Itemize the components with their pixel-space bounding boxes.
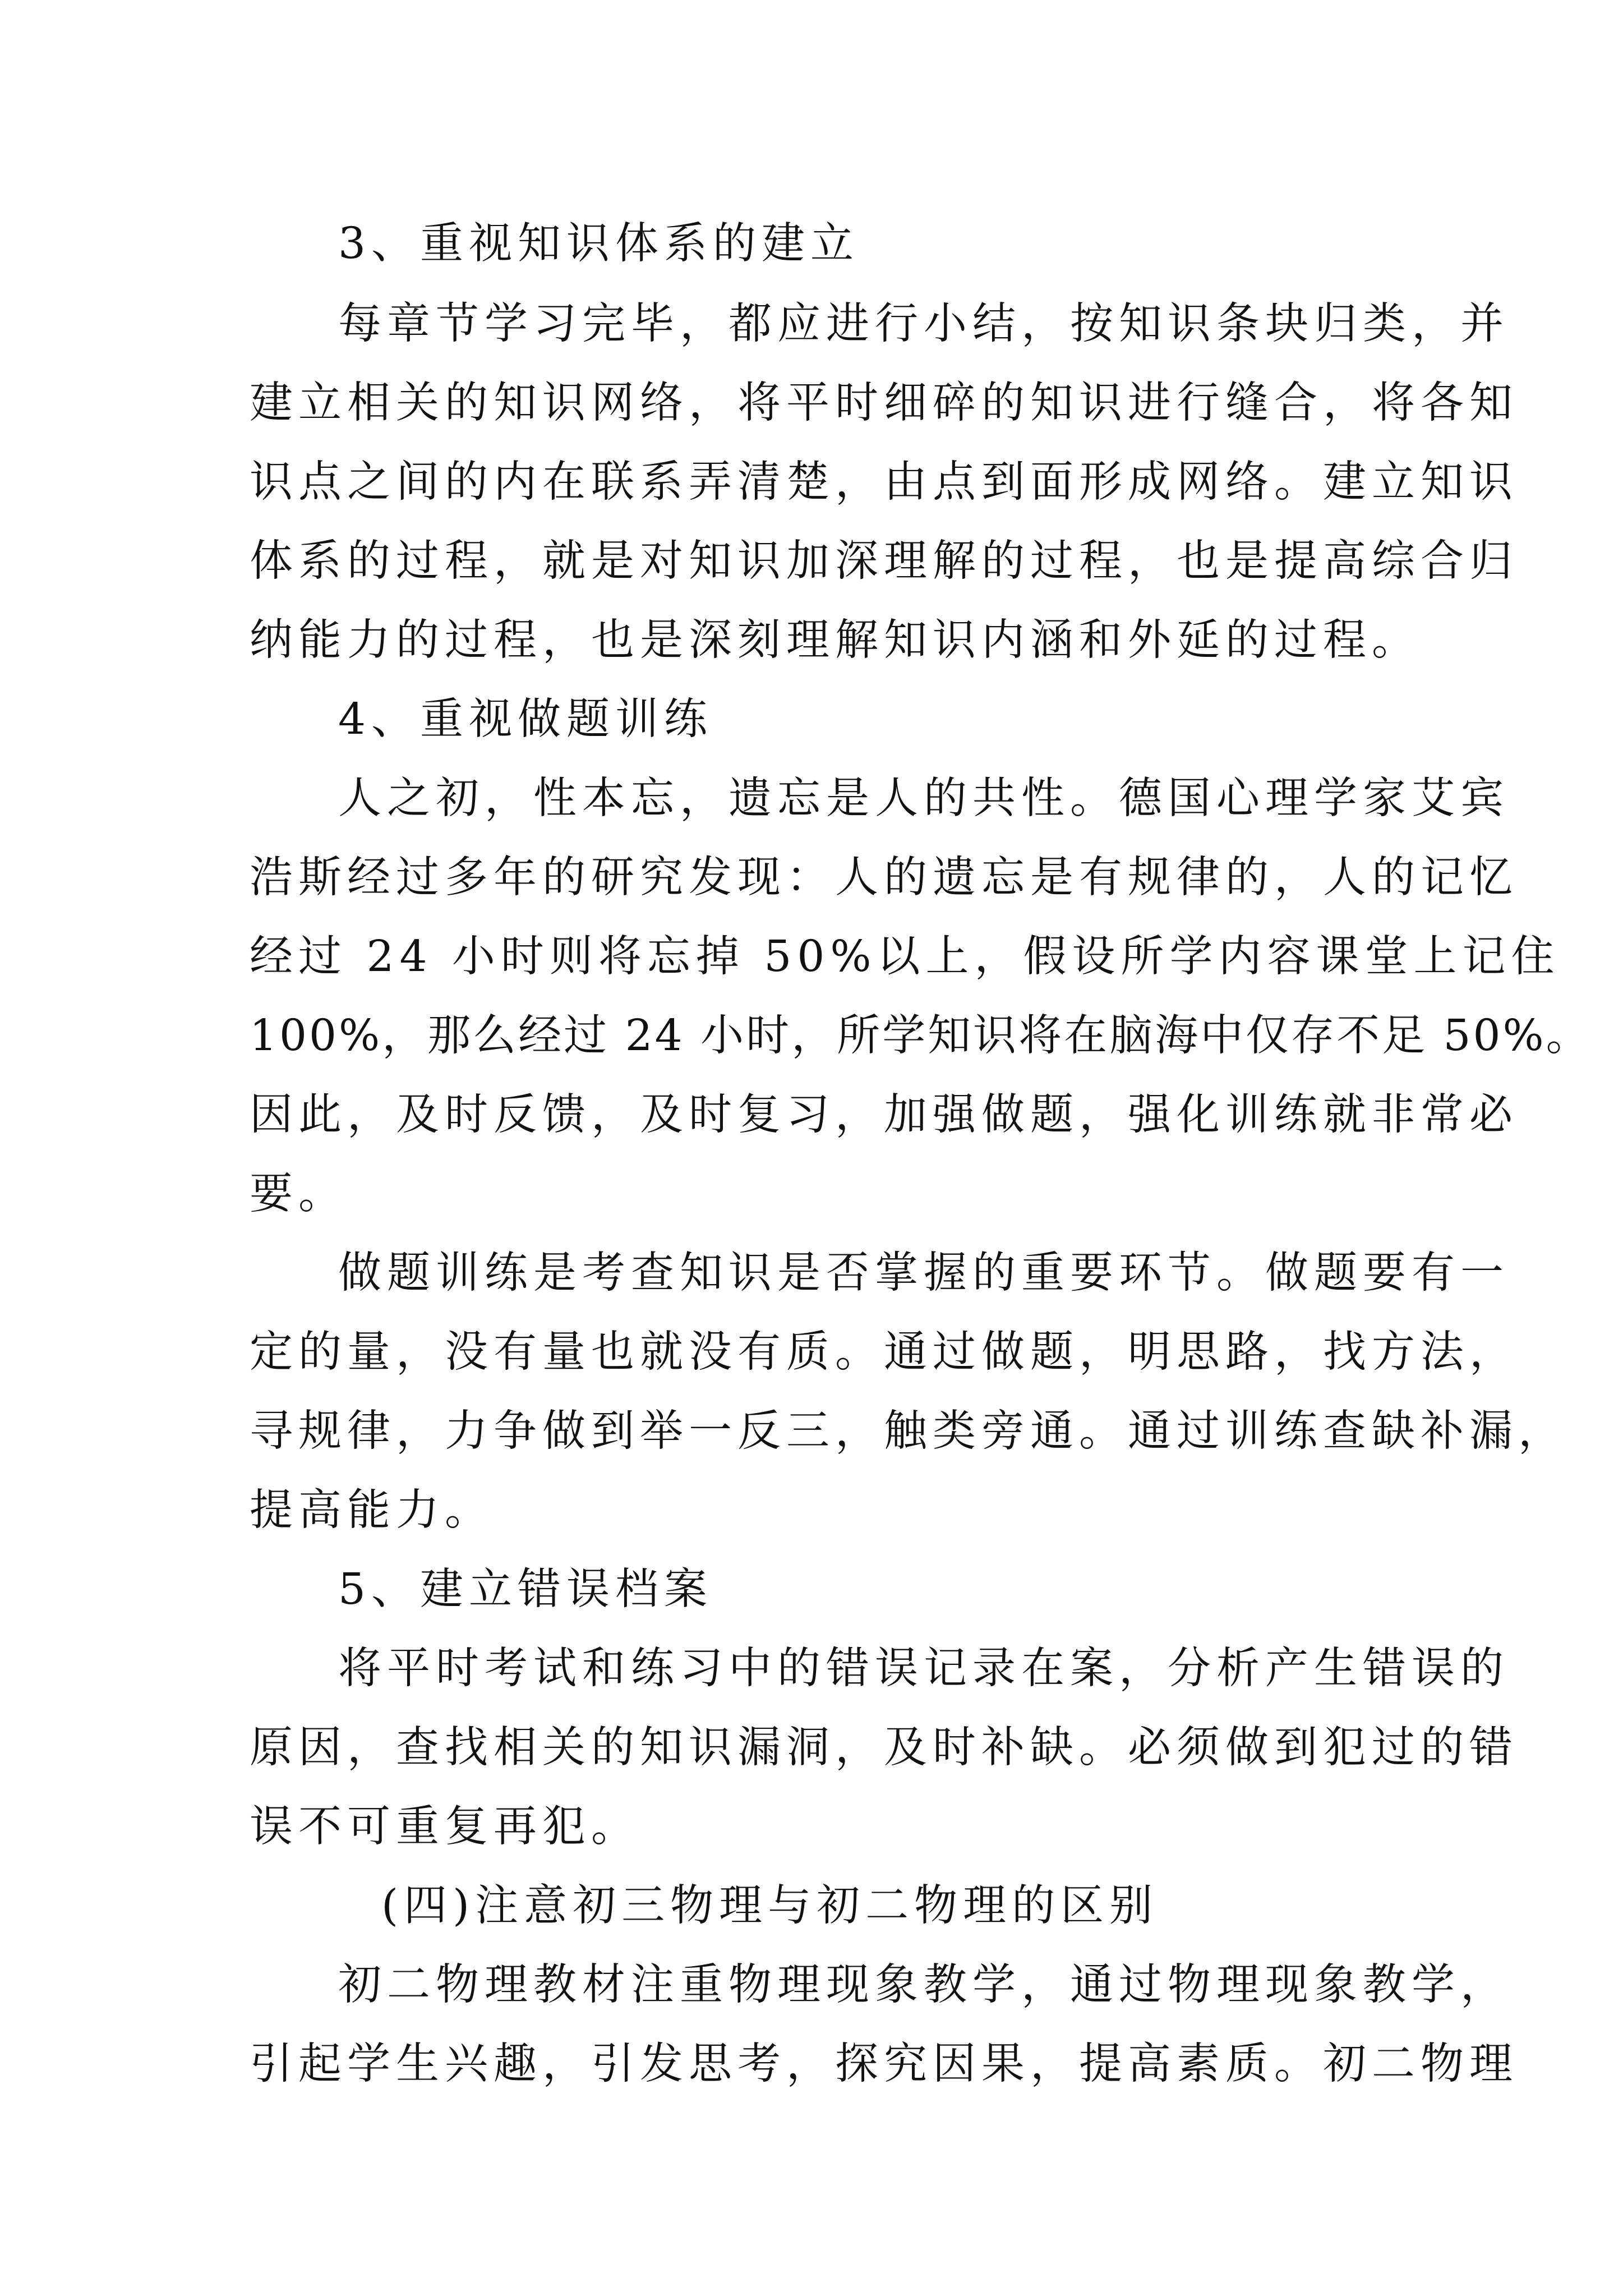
paragraph-line: 定的量，没有量也就没有质。通过做题，明思路，找方法，	[250, 1327, 1518, 1377]
paragraph-line: 提高能力。	[250, 1485, 494, 1535]
paragraph-line: 体系的过程，就是对知识加深理解的过程，也是提高综合归	[250, 536, 1518, 586]
paragraph-line: 经过 24 小时则将忘掉 50%以上，假设所学内容课堂上记住	[250, 932, 1560, 982]
paragraph-line: 100%，那么经过 24 小时，所学知识将在脑海中仅存不足 50%。	[250, 1011, 1592, 1061]
paragraph-line: 引起学生兴趣，引发思考，探究因果，提高素质。初二物理	[250, 2039, 1518, 2089]
paragraph-line: 浩斯经过多年的研究发现：人的遗忘是有规律的，人的记忆	[250, 853, 1518, 903]
section-heading-5: 5、建立错误档案	[338, 1565, 713, 1614]
paragraph-line: 建立相关的知识网络，将平时细碎的知识进行缝合，将各知	[250, 378, 1518, 428]
paragraph-line: 因此，及时反馈，及时复习，加强做题，强化训练就非常必	[250, 1090, 1518, 1140]
section-heading-4: 4、重视做题训练	[338, 694, 713, 744]
paragraph-line: 寻规律，力争做到举一反三，触类旁通。通过训练查缺补漏，	[250, 1406, 1567, 1456]
paragraph-line: 要。	[250, 1169, 347, 1219]
paragraph-line: 误不可重复再犯。	[250, 1802, 640, 1852]
section-heading-four: (四)注意初三物理与初二物理的区别	[381, 1881, 1159, 1931]
paragraph-line: 初二物理教材注重物理现象教学，通过物理现象教学，	[338, 1960, 1509, 2010]
section-heading-3: 3、重视知识体系的建立	[338, 219, 859, 269]
paragraph-line: 将平时考试和练习中的错误记录在案，分析产生错误的	[338, 1644, 1509, 1694]
paragraph-line: 人之初，性本忘，遗忘是人的共性。德国心理学家艾宾	[338, 774, 1509, 823]
paragraph-line: 原因，查找相关的知识漏洞，及时补缺。必须做到犯过的错	[250, 1723, 1518, 1773]
paragraph-line: 识点之间的内在联系弄清楚，由点到面形成网络。建立知识	[250, 457, 1518, 507]
paragraph-line: 做题训练是考查知识是否掌握的重要环节。做题要有一	[338, 1248, 1509, 1298]
paragraph-line: 纳能力的过程，也是深刻理解知识内涵和外延的过程。	[250, 615, 1421, 665]
paragraph-line: 每章节学习完毕，都应进行小结，按知识条块归类，并	[338, 299, 1509, 349]
